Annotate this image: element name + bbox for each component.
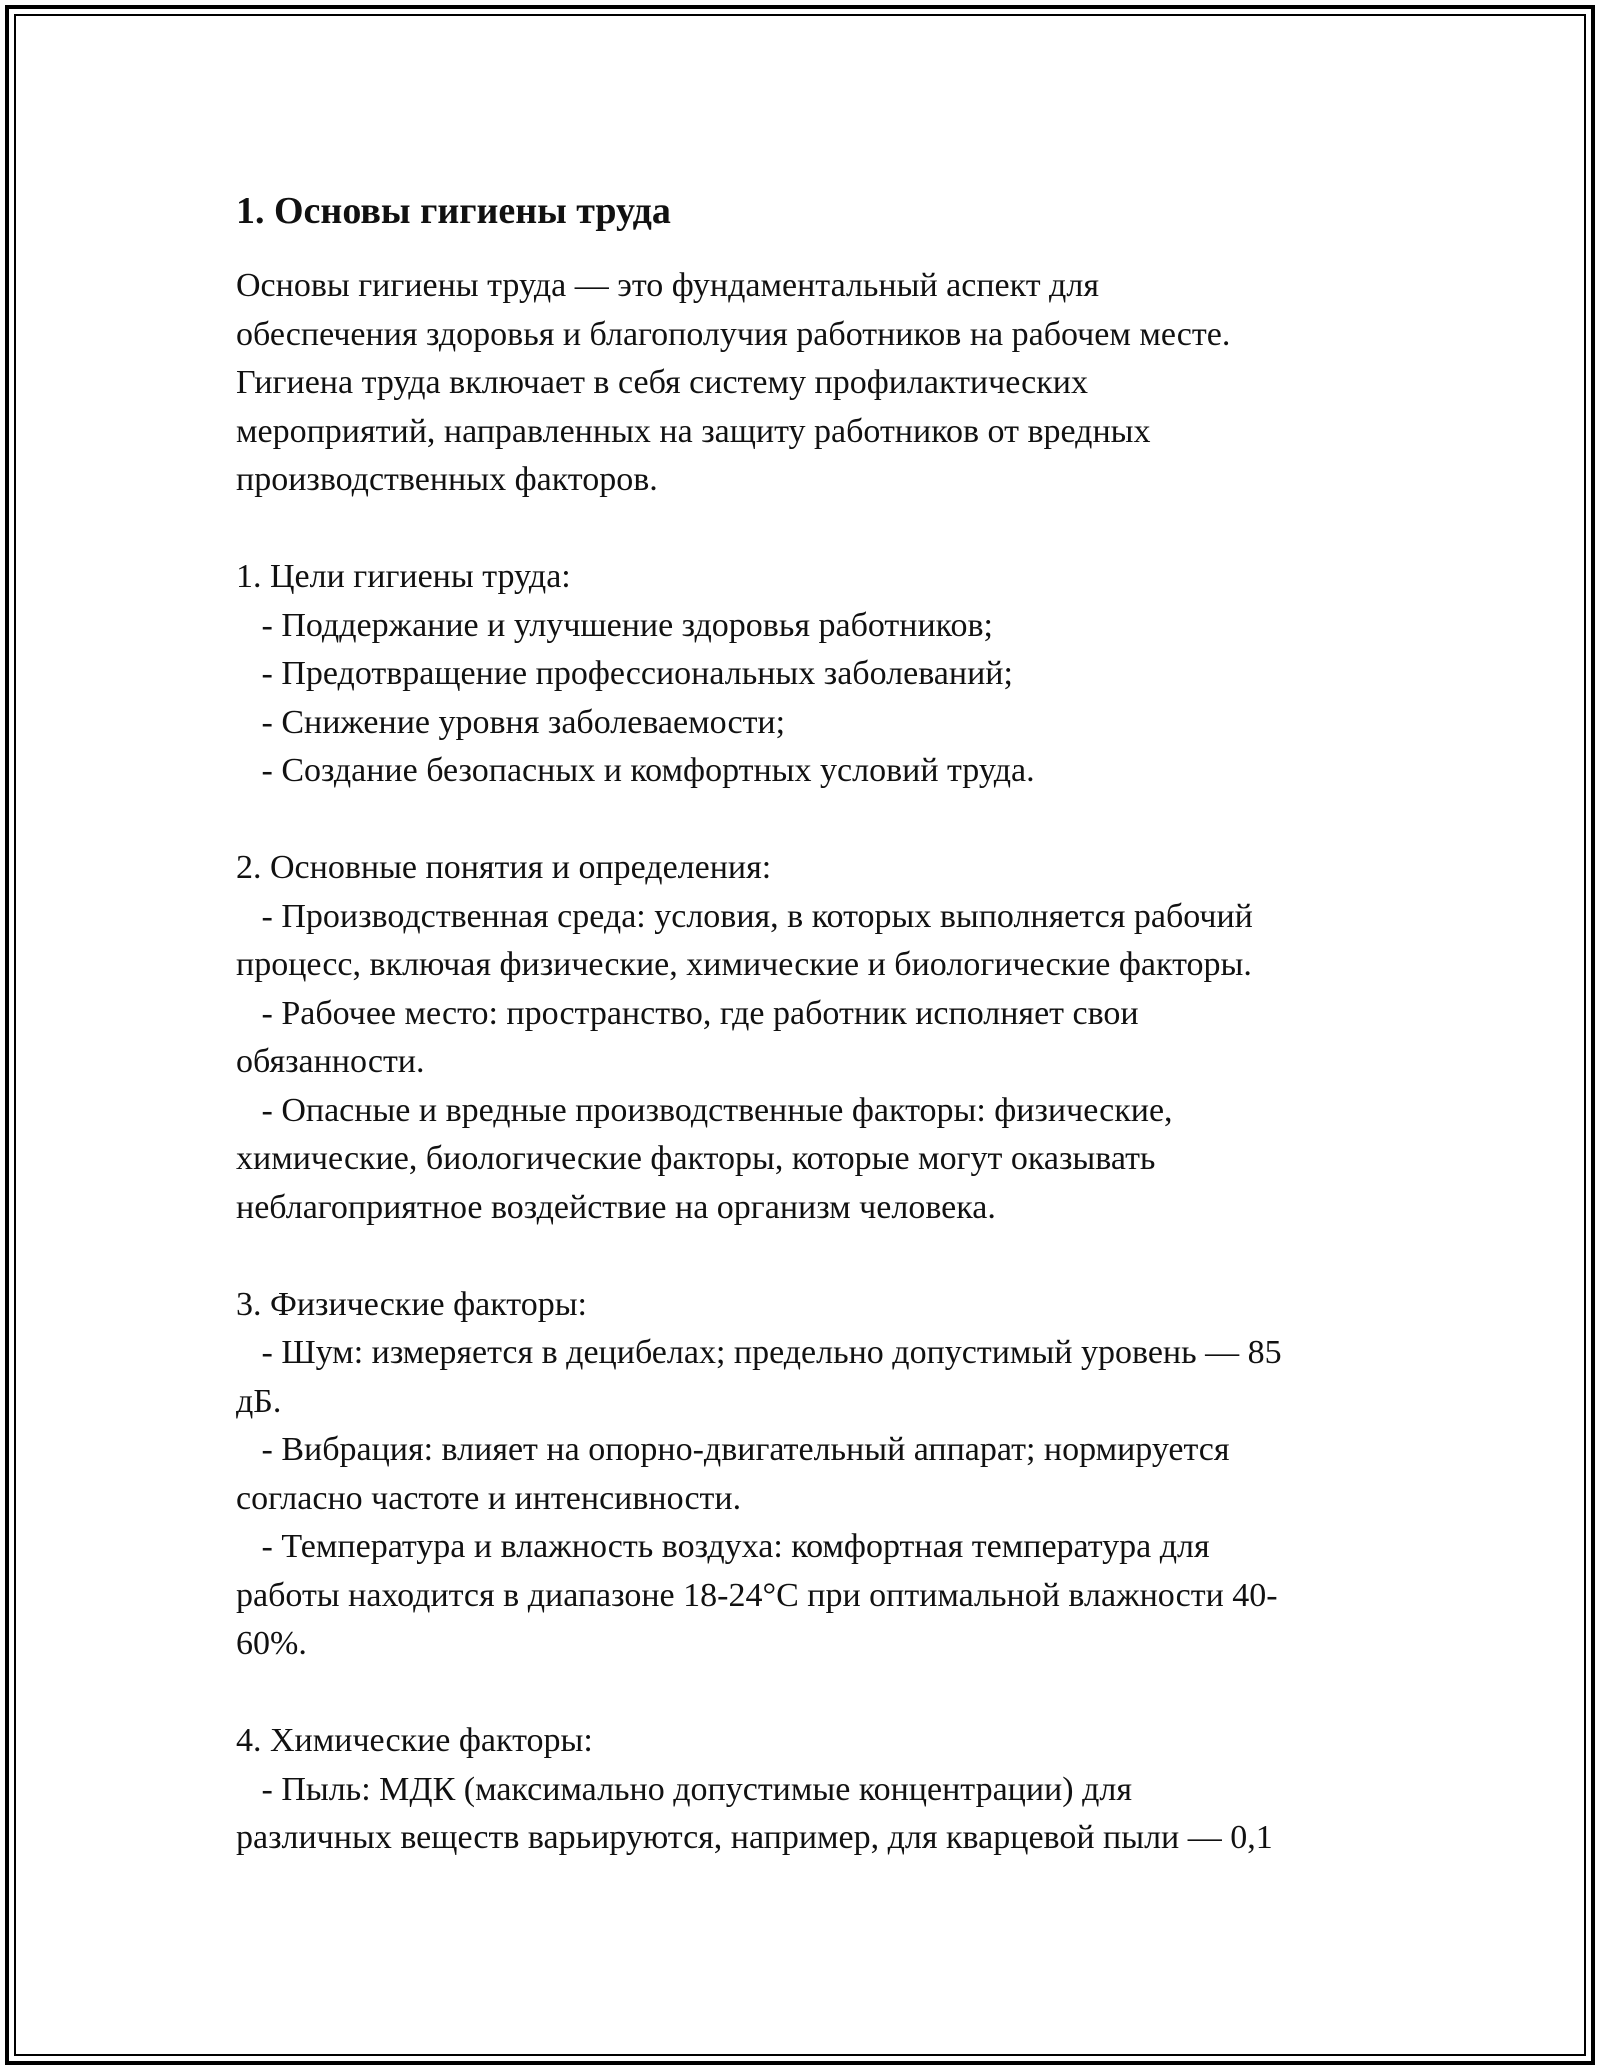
- section-chemical-factors: [236, 1717, 1386, 1863]
- list-item-continuation: работы находится в диапазоне 18-24°C при оптимальной влажности 40-: [236, 1576, 1278, 1614]
- paragraph-gap: [236, 505, 1386, 554]
- list-item: - Снижение уровня заболеваемости;: [236, 703, 786, 741]
- list-item: - Температура и влажность воздуха: комфортная температура для: [236, 1528, 1210, 1565]
- intro-line: обеспечения здоровья и благополучия работников на рабочем месте.: [236, 315, 1231, 353]
- list-item: - Предотвращение профессиональных заболеваний;: [236, 655, 1013, 692]
- list-item-continuation: согласно частоте и интенсивности.: [236, 1479, 742, 1517]
- intro-line: производственных факторов.: [236, 461, 658, 498]
- paragraph-gap: [236, 796, 1386, 845]
- section-heading: 3. Физические факторы:: [236, 1285, 588, 1323]
- list-item: - Создание безопасных и комфортных условий труда.: [236, 752, 1035, 789]
- list-item-continuation: процесс, включая физические, химические и биологические факторы.: [236, 946, 1252, 983]
- paragraph-gap: [236, 1669, 1386, 1718]
- section-definitions: [236, 844, 1386, 1232]
- section-goals: [236, 553, 1386, 796]
- list-item: - Шум: измеряется в децибелах; предельно допустимый уровень — 85: [236, 1334, 1282, 1371]
- list-item: - Вибрация: влияет на опорно-двигательный аппарат; нормируется: [236, 1431, 1230, 1468]
- list-item-continuation: 60%.: [236, 1625, 307, 1662]
- intro-line: Гигиена труда включает в себя систему профилактических: [236, 364, 1088, 401]
- section-heading: 4. Химические факторы:: [236, 1722, 593, 1759]
- section-physical-factors: [236, 1281, 1386, 1669]
- list-item: - Опасные и вредные производственные факторы: физические,: [236, 1091, 1173, 1129]
- list-item-continuation: обязанности.: [236, 1043, 425, 1080]
- section-heading: 2. Основные понятия и определения:: [236, 849, 772, 886]
- list-item: - Рабочее место: пространство, где работник исполняет свои: [236, 994, 1139, 1032]
- list-item: - Пыль: МДК (максимально допустимые концентрации) для: [236, 1770, 1132, 1808]
- list-item-continuation: дБ.: [236, 1382, 282, 1420]
- document-body: [236, 186, 1386, 1863]
- paragraph-gap: [236, 1232, 1386, 1281]
- intro-line: мероприятий, направленных на защиту работников от вредных: [236, 412, 1151, 450]
- list-item-continuation: различных веществ варьируются, например, для кварцевой пыли — 0,1: [236, 1819, 1273, 1856]
- intro-line: Основы гигиены труда — это фундаментальный аспект для: [236, 267, 1099, 304]
- page-title: 1. Основы гигиены труда: [236, 190, 671, 232]
- intro-paragraph: [236, 262, 1386, 505]
- section-heading: 1. Цели гигиены труда:: [236, 558, 571, 595]
- list-item-continuation: неблагоприятное воздействие на организм человека.: [236, 1188, 996, 1226]
- list-item-continuation: химические, биологические факторы, которые могут оказывать: [236, 1140, 1156, 1177]
- list-item: - Поддержание и улучшение здоровья работников;: [236, 606, 993, 644]
- list-item: - Производственная среда: условия, в которых выполняется рабочий: [236, 897, 1253, 935]
